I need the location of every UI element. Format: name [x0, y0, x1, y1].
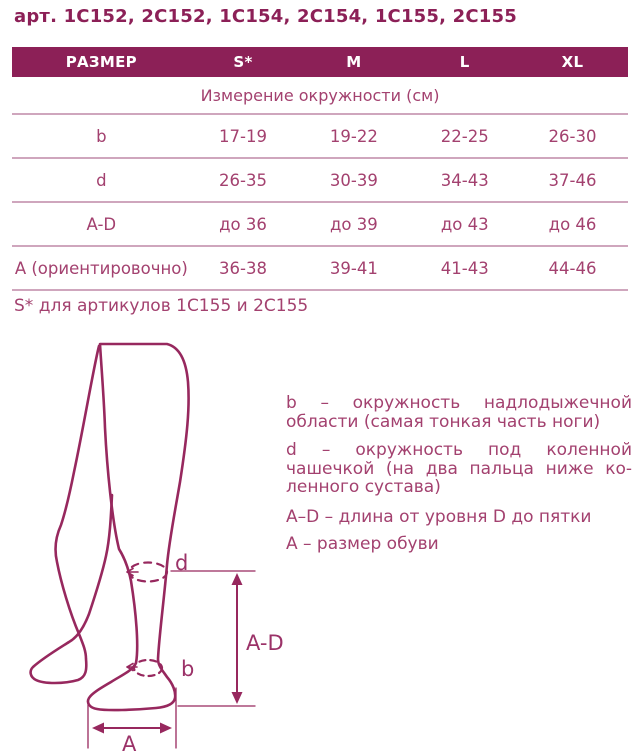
cell-value: 19-22: [329, 126, 378, 146]
table-subheader: Измерение окружности (см): [12, 77, 628, 115]
table-row-b: [12, 115, 628, 159]
row-label: A-D: [86, 214, 117, 234]
table-row-ad: [12, 203, 628, 247]
legend-line: ленного сустава): [286, 477, 441, 497]
size-table-header-row: [12, 47, 628, 77]
cell-value: 17-19: [219, 126, 267, 146]
cell-value: 26-30: [548, 126, 597, 146]
legend-line: b – окружность надлодыжечной: [286, 393, 632, 413]
column-header-size: РАЗМЕР: [65, 53, 137, 71]
table-row-d: [12, 159, 628, 203]
cell-value: 37-46: [548, 170, 597, 190]
label-b: b: [181, 657, 195, 681]
cell-value: 39-41: [329, 258, 378, 278]
row-label: b: [96, 126, 107, 146]
table-footnote: S* для артикулов 1С155 и 2С155: [14, 296, 309, 316]
cell-value: 26-35: [219, 170, 267, 190]
legend-item-d: [286, 441, 632, 497]
cell-value: 30-39: [329, 170, 378, 190]
legend-line: d – окружность под коленной: [286, 440, 632, 460]
product-articles-title: арт. 1С152, 2С152, 1С154, 2С154, 1С155, 2С155: [14, 6, 517, 27]
legend-line: A – размер обуви: [286, 534, 439, 554]
cell-value: 36-38: [219, 258, 267, 278]
cell-value: до 43: [440, 214, 489, 234]
row-label: d: [96, 170, 107, 190]
legs-diagram-svg: [0, 330, 320, 756]
legend-line: области (самая тонкая часть ноги): [286, 411, 601, 432]
legend-line: A–D – длина от уровня D до пятки: [286, 506, 592, 527]
front-leg-outline: [88, 344, 189, 710]
ad-dimension-arrow: [232, 573, 243, 704]
label-d: d: [175, 551, 189, 575]
cell-value: до 36: [219, 214, 267, 234]
cell-value: 34-43: [440, 170, 489, 190]
column-header-l: L: [459, 53, 470, 71]
legs-measurement-diagram: [0, 330, 320, 756]
column-header-xl: XL: [561, 53, 584, 71]
measurement-legend: [286, 394, 632, 554]
size-table: [12, 47, 628, 291]
legend-line: чашечкой (на два пальца ниже ко-: [286, 458, 632, 479]
label-a: A: [122, 732, 137, 756]
legend-item-a: [286, 535, 632, 554]
legend-item-ad: [286, 508, 632, 527]
table-row-a: [12, 247, 628, 291]
cell-value: 22-25: [440, 126, 489, 146]
cell-value: до 46: [548, 214, 597, 234]
cell-value: 44-46: [548, 258, 597, 278]
column-header-m: M: [346, 53, 362, 71]
label-ad: A-D: [246, 631, 284, 655]
cell-value: 41-43: [440, 258, 489, 278]
column-header-s: S*: [233, 53, 253, 71]
row-label: A (ориентировочно): [14, 258, 188, 278]
cell-value: до 39: [329, 214, 378, 234]
legend-item-b: [286, 394, 632, 431]
rear-leg-outline: [31, 346, 112, 683]
